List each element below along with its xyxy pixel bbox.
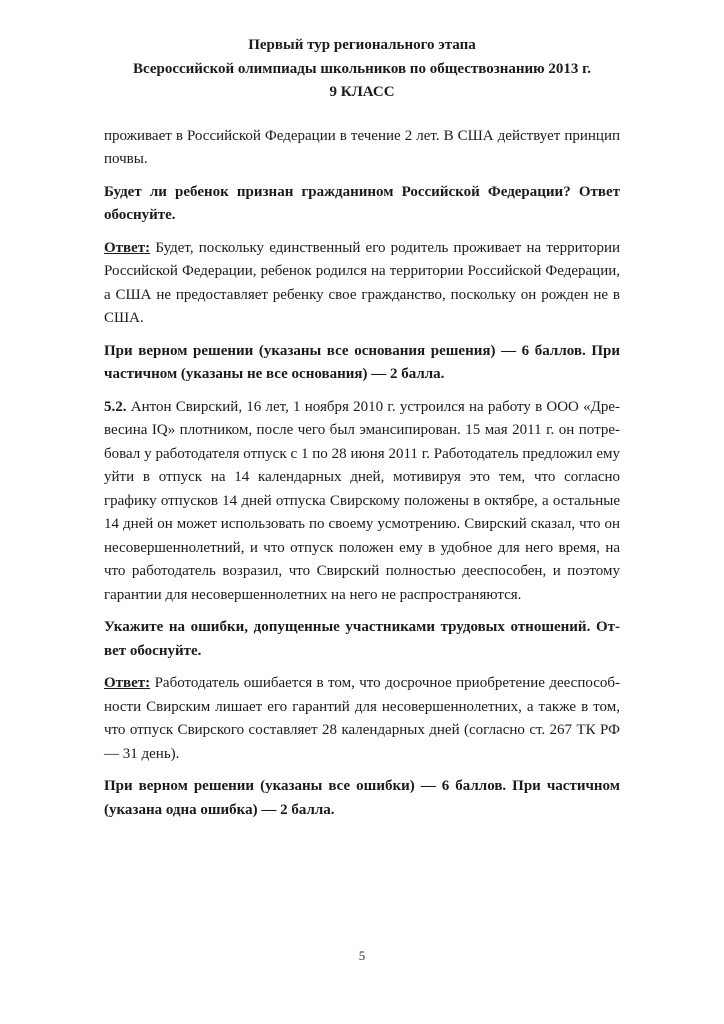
task-5-2 <box>104 396 620 608</box>
header-line-1: Первый тур регионального этапа <box>248 37 476 53</box>
answer-2-label: Ответ: <box>104 675 151 691</box>
document-header <box>104 34 620 105</box>
answer-1-label: Ответ: <box>104 239 151 256</box>
question-2: Укажите на ошибки, допущенные участниками трудовых отношений. Ответ обоснуйте. <box>104 619 620 659</box>
header-line-2: Всероссийской олимпиады школьников по обществознанию 2013 г. <box>132 60 592 77</box>
paragraph-citizenship-continuation: проживает в Российской Федерации в течение 2 лет. В США действует принцип почвы. <box>104 127 620 167</box>
rubric-2: При верном решении (указаны все ошибки) — 6 баллов. При частичном (указана одна ошибка) — 2 балла. <box>104 778 620 818</box>
header-line-3: 9 КЛАСС <box>329 84 395 100</box>
rubric-1: При верном решении (указаны все основания решения) — 6 баллов. При частичном (указаны не все основания) — 2 балла. <box>104 342 620 382</box>
task-5-2-text: Антон Свирский, 16 лет, 1 ноября 2010 г. устроился на работу в ООО «Древесина IQ» плотником, после чего был эмансипирован. 15 мая 2011 г. он потребовал у работодателя отпуск с 1 по 28 июня 2011 г. Работодатель предложил ему уйти в отпуск на 14 календарных дней, мотивируя это тем, что согласно графику отпусков 14 дней отпуска Свирскому положены в октябре, а остальные 14 дней он может использовать по своему усмотрению. Свирский сказал, что он несовершеннолетний, и что отпуск положен ему в удобное для него время, на что работодатель возразил, что Свирский полностью дееспособен, и поэтому гарантии для несовершеннолетних на него не распространяются. <box>104 398 621 603</box>
task-5-2-number: 5.2. <box>104 398 127 415</box>
answer-1-text: Будет, поскольку единственный его родитель проживает на территории Российской Федерации, ребенок родился на территории Российской Федерации, а США не предоставляет ребенку свое гражданство, поскольку он рожден не в США. <box>104 239 621 326</box>
answer-2 <box>104 672 620 766</box>
answer-1 <box>104 237 620 331</box>
page-number: 5 <box>358 948 366 963</box>
question-1: Будет ли ребенок признан гражданином Российской Федерации? Ответ обоснуйте. <box>104 183 620 223</box>
answer-2-text: Работодатель ошибается в том, что досрочное приобретение дееспособности Свирским лишает его гарантий для несовершеннолетних, а также в том, что отпуск Свирского составляет 28 календарных дней (согласно ст. 267 ТК РФ — 31 день). <box>104 675 621 762</box>
